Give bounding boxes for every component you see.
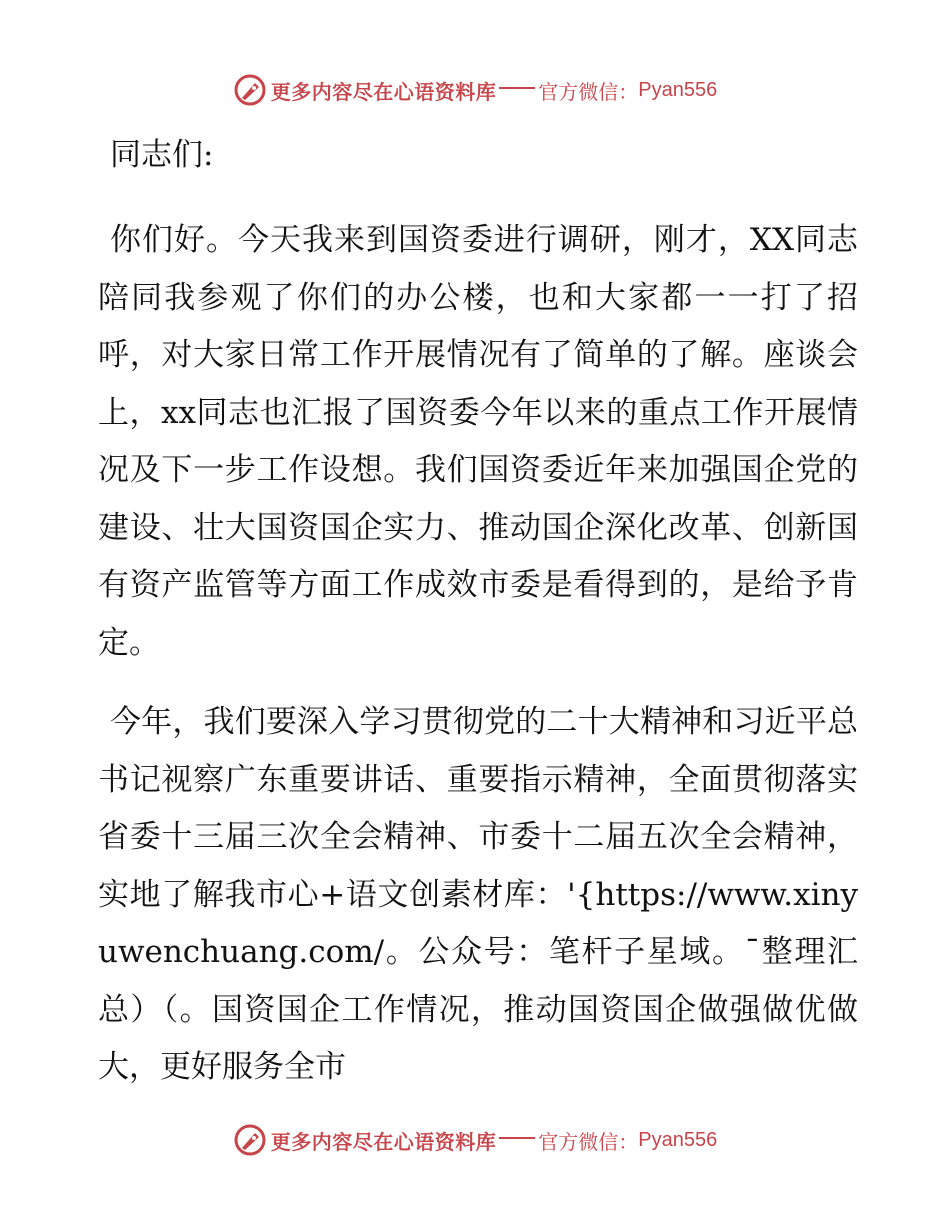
watermark-dash — [499, 87, 535, 89]
header-watermark — [0, 70, 950, 110]
pen-nib-circle-icon — [233, 73, 267, 107]
watermark-channel: 官方微信： — [538, 1129, 639, 1154]
paragraph: 你们好。今天我来到国资委进行调研，刚才，XX同志陪同我参观了你们的办公楼，也和大家都一一打了招呼，对大家日常工作开展情况有了简单的了解。座谈会上，xx同志也汇报了国资委今年以来的重点工作开展情况及下一步工作设想。我们国资委近年来加强国企党的建设、壮大国资国企实力、推动国企深化改革、创新国有资产监管等方面工作成效市委是看得到的，是给予肯定。 — [98, 222, 858, 661]
pen-nib-circle-icon — [233, 1123, 267, 1157]
document-body — [98, 120, 858, 1119]
watermark-channel: 官方微信： — [538, 79, 639, 104]
paragraph: 今年，我们要深入学习贯彻党的二十大精神和习近平总书记视察广东重要讲话、重要指示精神，全面贯彻落实省委十三届三次全会精神、市委十二届五次全会精神，实地了解我市心+语文创素材库：'{https://www.xinyuwenchuang.com/。公众号：笔杆子星域。¯整理汇总）（。国资国企工作情况，推动国资国企做强做优做大，更好服务全市 — [98, 704, 858, 1085]
watermark-title: 更多内容尽在心语资料库 — [270, 1129, 497, 1154]
watermark-account: Pyan556 — [638, 1128, 718, 1151]
watermark-title: 更多内容尽在心语资料库 — [270, 79, 497, 104]
watermark-account: Pyan556 — [638, 78, 718, 101]
greeting: 同志们: — [110, 137, 214, 173]
watermark-dash — [499, 1137, 535, 1139]
footer-watermark — [0, 1120, 950, 1160]
